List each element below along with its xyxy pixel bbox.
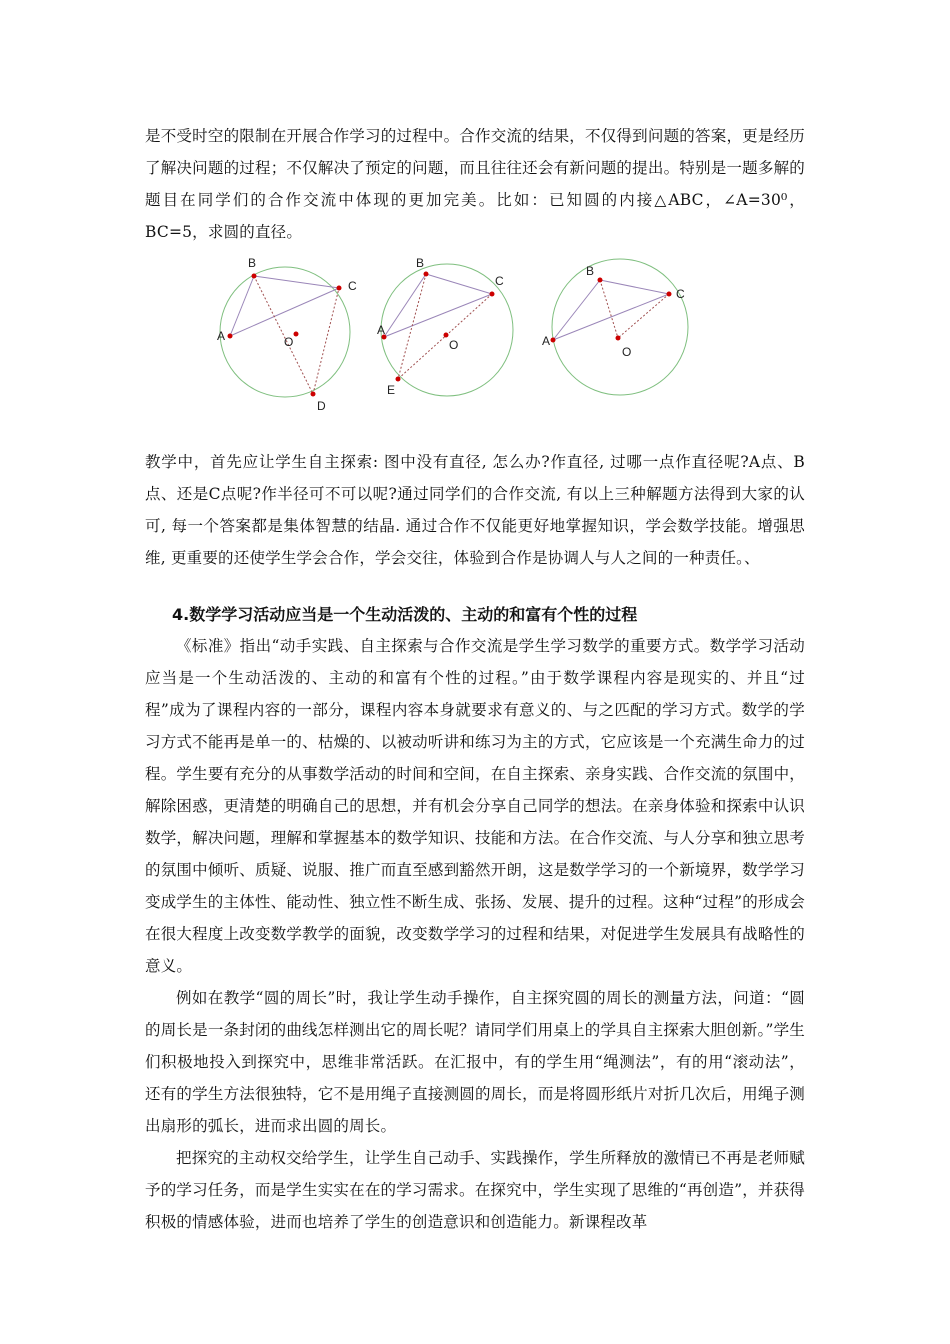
chord-bc <box>600 280 669 294</box>
label-c: C <box>495 274 504 288</box>
label-b: B <box>248 256 257 270</box>
segment-be <box>398 274 426 379</box>
section-heading: 4.数学学习活动应当是一个生动活泼的、主动的和富有个性的过程 <box>172 605 638 624</box>
point-d <box>311 392 316 397</box>
figure-circle-diameter-bd <box>205 252 355 417</box>
point-c <box>490 292 495 297</box>
point-o <box>444 333 449 338</box>
paragraph-exploration <box>145 446 805 574</box>
figure-circle-diameter-ce <box>375 252 525 417</box>
segment-cd <box>313 288 339 394</box>
figure-circle-radius <box>542 252 695 417</box>
point-e <box>396 377 401 382</box>
chord-ac <box>384 294 492 337</box>
label-o: O <box>449 338 459 352</box>
label-d: D <box>317 399 326 413</box>
chord-ab <box>384 274 426 337</box>
paragraph-standard: 《标准》指出“动手实践、自主探索与合作交流是学生学习数学的重要方式。数学学习活动应当是一个生动活泼的、主动的和富有个性的过程。”由于数学课程内容是现实的、并且“过程”成为了课程内容的一部分，课程内容本身就要求有意义的、与之匹配的学习方式。数学的学习方式不能再是单一的、枯燥的、以被动听讲和练习为主的方式，它应该是一个充满生命力的过程。学生要有充分的从事数学活动的时间和空间，在自主探索、亲身实践、合作交流的氛围中，解除困惑，更清楚的明确自己的思想，并有机会分享自己同学的想法。在亲身体验和探索中认识数学，解决问题，理解和掌握基本的数学知识、技能和方法。在合作交流、与人分享和独立思考的氛围中倾听、质疑、说服、推广而直至感到豁然开朗，这是数学学习的一个新境界，数学学习变成学生的主体性、能动性、独立性不断生成、张扬、发展、提升的过程。这种“过程”的形成会在很大程度上改变数学教学的面貌，改变数学学习的过程和结果，对促进学生发展具有战略性的意义。 <box>145 637 805 975</box>
label-o: O <box>622 345 632 359</box>
point-a <box>551 338 556 343</box>
label-b: B <box>416 256 425 270</box>
paragraph-example: 例如在教学“圆的周长”时，我让学生动手操作，自主探究圆的周长的测量方法，问道：“圆的周长是一条封闭的曲线怎样测出它的周长呢？请同学们用桌上的学具自主探索大胆创新。”学生们积极地投入到探究中，思维非常活跃。在汇报中，有的学生用“绳测法”，有的用“滚动法”，还有的学生方法很独特，它不是用绳子直接测圆的周长，而是将圆形纸片对折几次后，用绳子测出扇形的弧长，进而求出圆的周长。 <box>145 989 805 1135</box>
label-a: A <box>542 334 551 348</box>
paragraph-conclusion: 把探究的主动权交给学生，让学生自己动手、实践操作，学生所释放的激情已不再是老师赋予的学习任务，而是学生实实在在的学习需求。在探究中，学生实现了思维的“再创造”，并获得积极的情感体验，进而也培养了学生的创造意识和创造能力。新课程改革 <box>145 1149 805 1231</box>
radius-ob <box>600 280 618 338</box>
paragraph-text: 是不受时空的限制在开展合作学习的过程中。合作交流的结果，不仅得到问题的答案，更是经历了解决问题的过程；不仅解决了预定的问题，而且往往还会有新问题的提出。特别是一题多解的题目在同学们的合作交流中体现的更加完美。比如：已知圆的内接△ABC，∠A=30⁰，BC=5，求圆的直径。 <box>145 127 805 241</box>
point-o <box>616 336 621 341</box>
circumscribed-circle <box>552 259 688 395</box>
label-o: O <box>284 335 294 349</box>
label-c: C <box>676 287 685 301</box>
chord-bc <box>426 274 492 294</box>
label-b: B <box>586 264 595 278</box>
label-a: A <box>217 329 226 343</box>
point-a <box>228 334 233 339</box>
point-b <box>424 272 429 277</box>
paragraph-body <box>145 630 805 1238</box>
label-c: C <box>348 279 357 293</box>
label-e: E <box>387 383 396 397</box>
paragraph-text: 教学中，首先应让学生自主探索: 图中没有直径, 怎么办?作直径, 过哪一点作直径呢?A点、B点、还是C点呢?作半径可不可以呢?通过同学们的合作交流, 有以上三种解题方法得到大家的认可, 每一个答案都是集体智慧的结晶. 通过合作不仅能更好地掌握知识，学会数学技能。增强思维, 更重要的还使学生学会合作，学会交往，体验到合作是协调人与人之间的一种责任。、 <box>145 453 805 567</box>
point-b <box>252 274 257 279</box>
paragraph-intro <box>145 120 805 248</box>
point-c <box>337 286 342 291</box>
point-o <box>294 332 299 337</box>
circle-figures <box>180 252 720 422</box>
label-a: A <box>377 323 386 337</box>
point-c <box>667 292 672 297</box>
point-b <box>598 278 603 283</box>
radius-oc <box>618 294 669 338</box>
